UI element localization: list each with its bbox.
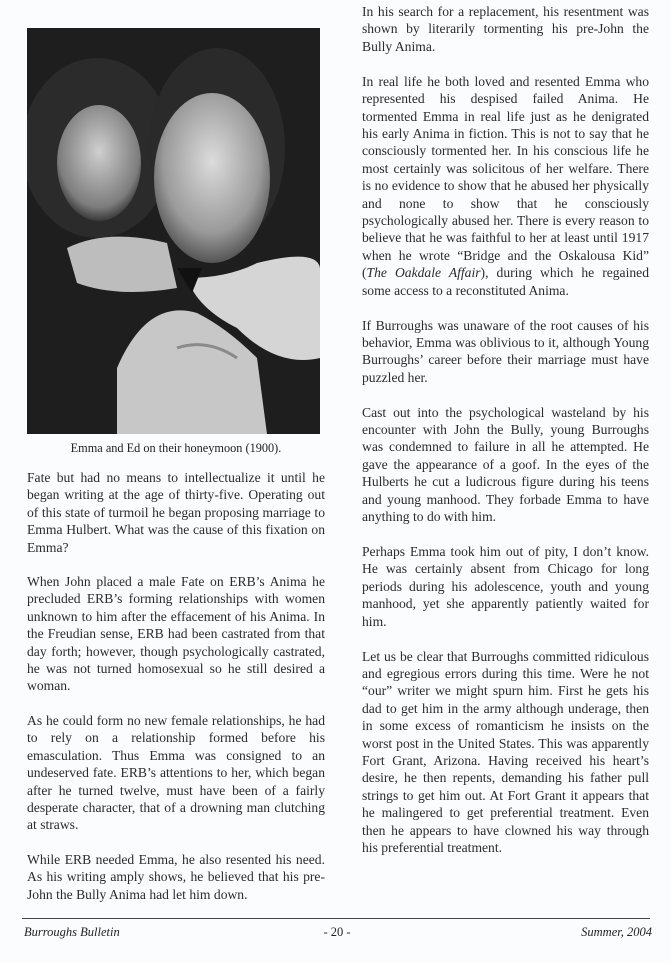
- book-title: The Oakdale Affair: [366, 265, 481, 281]
- page-footer: [22, 925, 652, 943]
- publication-name: Burroughs Bulletin: [24, 925, 120, 939]
- paragraph: Fate but had no means to intellectualize it until he began writing at the age of thirty-five. Operating out of this state of turmoil he began proposing marriage to Emma Hulbert. What was the cause of this fixation on Emma?: [27, 470, 325, 555]
- paragraph: When John placed a male Fate on ERB’s Anima he precluded ERB’s forming relationships with women unknown to him after the effacement of his Anima. In the Freudian sense, ERB had been castrated from that day forth; however, though psychologically castrated, he was not turned homosexual so he still desired a woman.: [27, 574, 325, 694]
- paragraph-text: ), during which he regained some access to a reconstituted Anima.: [362, 265, 649, 298]
- issue-date: Summer, 2004: [581, 925, 652, 939]
- left-column: [27, 28, 325, 920]
- honeymoon-photo: [27, 28, 320, 434]
- paragraph: Let us be clear that Burroughs committed ridiculous and egregious errors during this time. Were he not “our” writer we might spurn him. First he gets his dad to get him in the army although underage, then in some excess of romanticism he insists on the worst post in the United States. This was apparently Fort Grant, Arizona. Having received his heart’s desire, he then repents, demanding his father pull strings to get him out. At Fort Grant it appears that he malingered to get preferential treatment. Even then he appears to have clowned his way through his preferential treatment.: [362, 648, 649, 855]
- photo-caption: Emma and Ed on their honeymoon (1900).: [70, 441, 282, 455]
- paragraph: As he could form no new female relationships, he had to rely on a relationship formed before his emasculation. Thus Emma was consigned to an undeserved fate. ERB’s attentions to her, which began after he turned twelve, must have been of a fairly desperate character, that of a drowning man clutching at straws.: [27, 712, 325, 833]
- paragraph-text: In real life he both loved and resented Emma who represented his despised failed Anima. He tormented Emma in real life just as he denigrated his early Anima in fiction. This is not to say that he consciously tormented her. In his conscious life he most certainly was solicitous of her welfare. There is no evidence to show that he abused her physically and none to show that he consciously psychologically abused her. There is every reason to believe that he was faithful to her at least until 1917 when he wrote “Bridge and the Oskalousa Kid” (: [362, 73, 649, 281]
- paragraph: While ERB needed Emma, he also resented his need. As his writing amply shows, he believed that his pre-John the Bully Anima had let him down.: [27, 851, 325, 902]
- paragraph: Perhaps Emma took him out of pity, I don’t know. He was certainly absent from Chicago for long periods during his adolescence, youth and young manhood, yet she apparently patiently waited for him.: [362, 543, 649, 629]
- paragraph: Cast out into the psychological wasteland by his encounter with John the Bully, young Burroughs was condemned to failure in all he attempted. He gave the appearance of a goof. In the eyes of the Hulberts he cut a ludicrous figure during his teens and young manhood. They forbade Emma to have anything to do with him.: [362, 404, 649, 525]
- photo-image-icon: [27, 28, 320, 434]
- paragraph: In his search for a replacement, his resentment was shown by literarily tormenting his pre-John the Bully Anima.: [362, 4, 649, 54]
- paragraph: If Burroughs was unaware of the root causes of his behavior, Emma was oblivious to it, although Young Burroughs’ career before their marriage must have puzzled her.: [362, 317, 649, 385]
- footer-divider: [22, 918, 650, 919]
- right-column: [362, 3, 649, 874]
- page-number: - 20 -: [323, 925, 351, 939]
- paragraph: [362, 73, 649, 299]
